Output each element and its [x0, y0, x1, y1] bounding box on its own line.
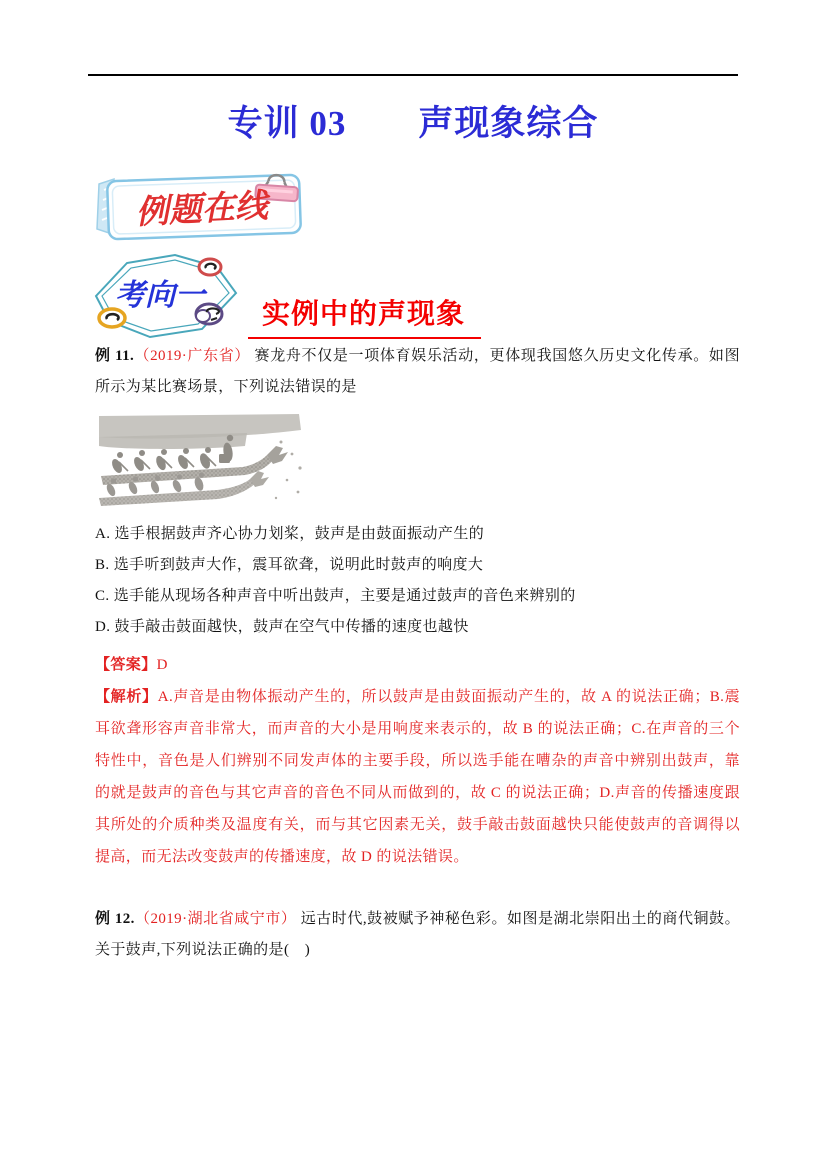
- option-c: C. 选手能从现场各种声音中听出鼓声，主要是通过鼓声的音色来辨别的: [95, 588, 576, 604]
- q12-stem-paragraph: [95, 904, 740, 966]
- answer-label: 【答案】: [95, 657, 157, 673]
- option-b: B. 选手听到鼓声大作，震耳欲聋，说明此时鼓声的响度大: [95, 557, 484, 573]
- section-heading: 实例中的声现象: [248, 292, 481, 339]
- q12-stem-text: 远古时代,鼓被赋予神秘色彩。如图是湖北崇阳出土的商代铜鼓。关于鼓声,下列说法正确的是( ): [95, 911, 740, 958]
- analysis-text: A.声音是由物体振动产生的，所以鼓声是由鼓面振动产生的，故 A 的说法正确；B.震耳欲聋形容声音非常大，而声音的大小是用响度来表示的，故 B 的说法正确；C.在声音的三个特性中，音色是人们辨别不同发声体的主要手段，所以选手能在嘈杂的声音中辨别出鼓声，靠的就是鼓声的音色与其它声音的音色不同从而做到的，故 C 的说法正确；D.声音的传播速度跟其所处的介质种类及温度有关，而与其它因素无关，鼓手敲击鼓面越快只能使鼓声的音调得以提高，而无法改变鼓声的传播速度，故 D 的说法错误。: [95, 689, 740, 865]
- content-area: [95, 341, 740, 966]
- dragon-boat-illustration: [95, 410, 307, 510]
- q11-stem-paragraph: [95, 341, 740, 403]
- option-d: D. 鼓手敲击鼓面越快，鼓声在空气中传播的速度也越快: [95, 619, 469, 635]
- q11-answer: [95, 650, 740, 681]
- header-rule: [88, 74, 738, 76]
- q12-label: 例 12.: [95, 911, 135, 927]
- exam-direction-badge: [90, 250, 242, 347]
- q11-options: [95, 519, 740, 643]
- q11-label: 例 11.: [95, 348, 135, 364]
- example-online-label: 例题在线: [134, 188, 269, 232]
- q11-source: （2019·广东省）: [134, 348, 251, 364]
- swirl-red-icon: [199, 259, 221, 275]
- analysis-label: 【解析】: [95, 689, 158, 705]
- exam-direction-badge-graphic: [90, 250, 242, 342]
- q12-source: （2019·湖北省咸宁市）: [134, 911, 297, 927]
- example-online-badge: [92, 168, 310, 253]
- option-a: A. 选手根据鼓声齐心协力划桨，鼓声是由鼓面振动产生的: [95, 526, 485, 542]
- exam-direction-label: 考向一: [115, 279, 205, 312]
- page-title: 专训 03 声现象综合: [227, 104, 599, 143]
- q11-analysis: [95, 681, 740, 873]
- example-online-badge-graphic: [92, 168, 310, 248]
- answer-value: D: [156, 657, 168, 673]
- q11-stem-text: 赛龙舟不仅是一项体育娱乐活动，更体现我国悠久历史文化传承。如图所示为某比赛场景，下列说法错误的是: [95, 348, 740, 395]
- dragon-boat-image: [95, 410, 307, 510]
